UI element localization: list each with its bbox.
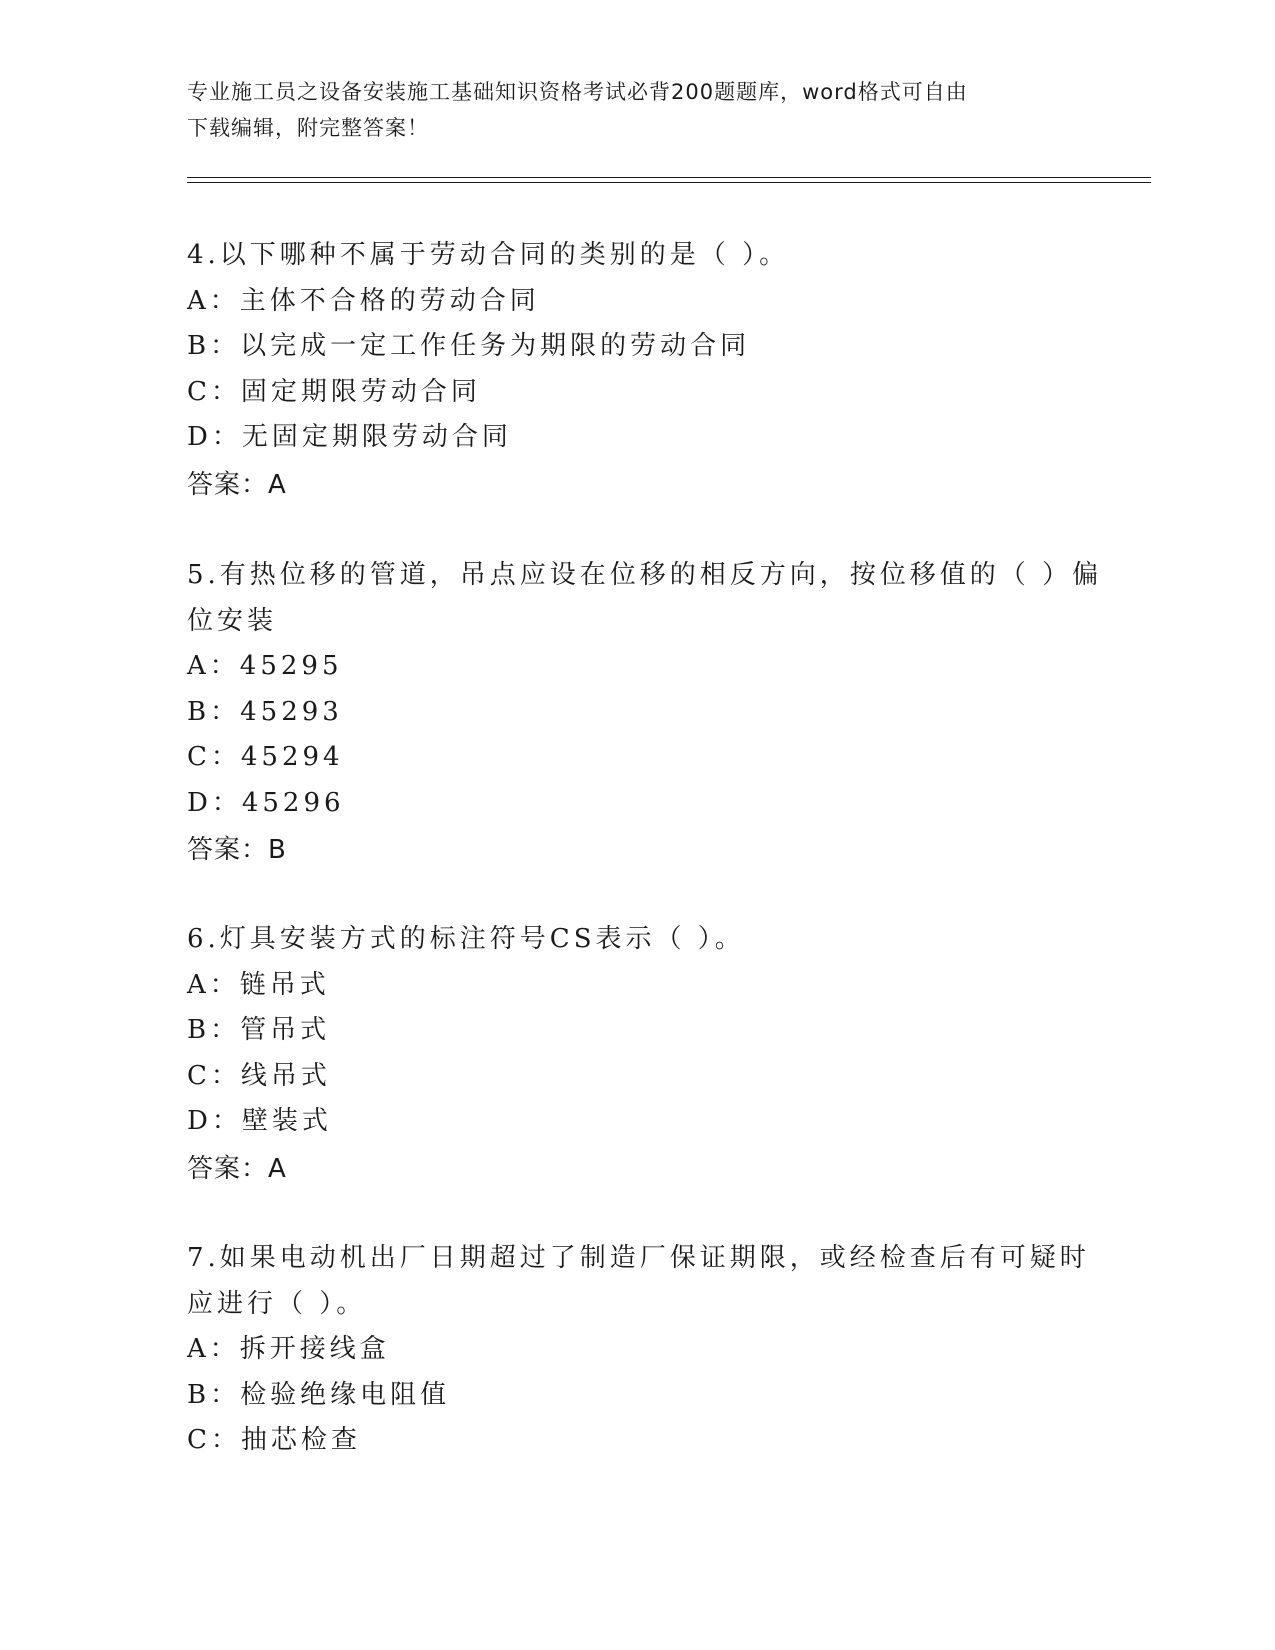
document-header <box>187 74 1067 146</box>
option-c: C：抽芯检查 <box>187 1425 361 1455</box>
question-stem: 5.有热位移的管道，吊点应设在位移的相反方向，按位移值的（ ）偏 <box>187 560 1103 590</box>
option-b: B：45293 <box>187 696 343 727</box>
option-a: A：45295 <box>187 651 343 681</box>
option-b: B：检验绝缘电阻值 <box>187 1379 451 1410</box>
question-stem: 4.以下哪种不属于劳动合同的类别的是（ ）。 <box>187 240 790 270</box>
question-5 <box>187 553 1103 874</box>
header-line-2: 下载编辑，附完整答案！ <box>187 116 429 140</box>
option-a: A：链吊式 <box>187 969 330 1000</box>
option-c: C：45294 <box>187 742 344 772</box>
option-b: B：以完成一定工作任务为期限的劳动合同 <box>187 331 751 361</box>
option-d: D：壁装式 <box>187 1106 332 1136</box>
question-6 <box>187 917 1087 1192</box>
question-stem-continued: 应进行（ ）。 <box>187 1288 367 1319</box>
option-d: D：无固定期限劳动合同 <box>187 422 512 452</box>
question-stem: 7.如果电动机出厂日期超过了制造厂保证期限，或经检查后有可疑时 <box>187 1243 1090 1273</box>
question-4 <box>187 233 1087 508</box>
header-divider-top <box>187 177 1151 178</box>
answer: 答案：B <box>187 835 287 865</box>
header-divider-bottom <box>187 182 1151 183</box>
option-c: C：固定期限劳动合同 <box>187 376 481 407</box>
answer: 答案：A <box>187 1153 287 1184</box>
question-stem: 6.灯具安装方式的标注符号CS表示（ ）。 <box>187 924 745 954</box>
option-b: B：管吊式 <box>187 1015 331 1045</box>
answer: 答案：A <box>187 469 287 500</box>
question-stem-continued: 位安装 <box>187 605 278 636</box>
option-d: D：45296 <box>187 787 345 818</box>
header-line-1: 专业施工员之设备安装施工基础知识资格考试必背200题题库，word格式可自由 <box>187 80 968 104</box>
option-c: C：线吊式 <box>187 1060 331 1091</box>
option-a: A：主体不合格的劳动合同 <box>187 285 540 316</box>
option-a: A：拆开接线盒 <box>187 1334 390 1364</box>
question-7 <box>187 1236 1090 1464</box>
